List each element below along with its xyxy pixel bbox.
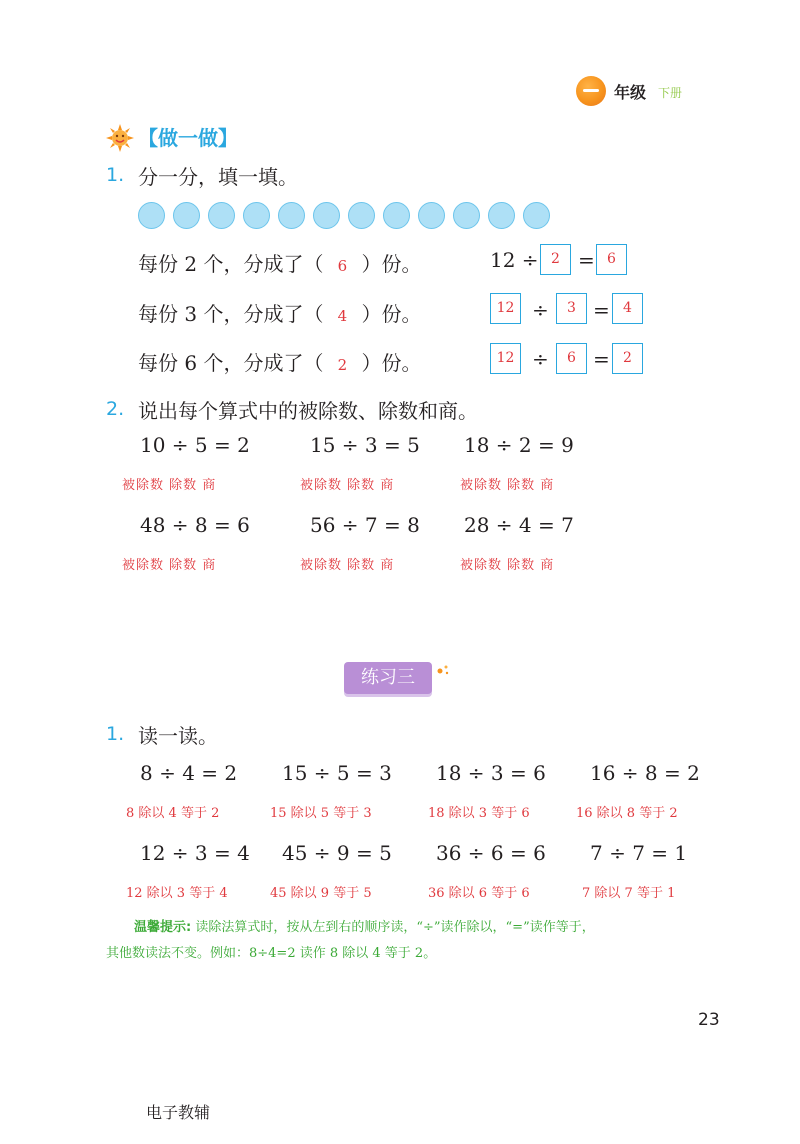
answer-box: 12 bbox=[490, 293, 521, 324]
circle bbox=[173, 202, 200, 229]
tip-line-1: 温馨提示: 读除法算式时，按从左到右的顺序读，“÷”读作除以，“=”读作等于， bbox=[134, 920, 595, 935]
grade-label: 年级 bbox=[614, 83, 647, 102]
term-labels: 被除数 除数 商 bbox=[300, 558, 395, 573]
q2-prompt: 说出每个算式中的被除数、除数和商。 bbox=[138, 399, 478, 423]
sun-icon bbox=[106, 124, 134, 152]
read-number: 1. bbox=[106, 723, 125, 745]
q2-number: 2. bbox=[106, 398, 125, 420]
circle-row bbox=[138, 202, 550, 229]
equals-sign: = bbox=[578, 248, 595, 272]
grade-badge bbox=[576, 76, 686, 106]
answer-box: 6 bbox=[596, 244, 627, 275]
reading: 18 除以 3 等于 6 bbox=[428, 806, 530, 821]
equation: 10 ÷ 5 = 2 bbox=[140, 433, 250, 457]
equation: 28 ÷ 4 = 7 bbox=[464, 513, 574, 537]
reading: 7 除以 7 等于 1 bbox=[582, 886, 676, 901]
q1-row-1: 每份 2 个，分成了（ 6 ）份。 bbox=[138, 252, 422, 276]
reading: 15 除以 5 等于 3 bbox=[270, 806, 372, 821]
circle bbox=[243, 202, 270, 229]
term-labels: 被除数 除数 商 bbox=[122, 558, 217, 573]
answer-box: 2 bbox=[540, 244, 571, 275]
reading: 36 除以 6 等于 6 bbox=[428, 886, 530, 901]
circle bbox=[348, 202, 375, 229]
page-number: 23 bbox=[698, 1010, 720, 1030]
q1-prompt: 分一分，填一填。 bbox=[138, 165, 298, 189]
equation: 15 ÷ 5 = 3 bbox=[282, 761, 392, 785]
term-labels: 被除数 除数 商 bbox=[122, 478, 217, 493]
circle bbox=[523, 202, 550, 229]
divide-sign: ÷ bbox=[532, 347, 549, 371]
exercise-banner: 练习三 bbox=[344, 662, 432, 694]
divide-sign: ÷ bbox=[532, 298, 549, 322]
tip-label: 温馨提示: bbox=[134, 920, 192, 935]
q1-row-1-answer: 6 bbox=[337, 257, 348, 275]
circle bbox=[383, 202, 410, 229]
term-labels: 被除数 除数 商 bbox=[460, 478, 555, 493]
circle bbox=[418, 202, 445, 229]
equation: 16 ÷ 8 = 2 bbox=[590, 761, 700, 785]
equation: 48 ÷ 8 = 6 bbox=[140, 513, 250, 537]
equation: 15 ÷ 3 = 5 bbox=[310, 433, 420, 457]
circle bbox=[313, 202, 340, 229]
reading: 8 除以 4 等于 2 bbox=[126, 806, 220, 821]
answer-box: 12 bbox=[490, 343, 521, 374]
term-labels: 被除数 除数 商 bbox=[300, 478, 395, 493]
sparkle-icon bbox=[436, 664, 450, 676]
equation: 56 ÷ 7 = 8 bbox=[310, 513, 420, 537]
reading: 16 除以 8 等于 2 bbox=[576, 806, 678, 821]
equation: 18 ÷ 3 = 6 bbox=[436, 761, 546, 785]
volume-label: 下册 bbox=[658, 86, 683, 100]
equation: 45 ÷ 9 = 5 bbox=[282, 841, 392, 865]
equals-sign: = bbox=[593, 347, 610, 371]
answer-box: 3 bbox=[556, 293, 587, 324]
tip-line-2: 其他数读法不变。例如：8÷4=2 读作 8 除以 4 等于 2。 bbox=[106, 946, 437, 961]
q1-row-2: 每份 3 个，分成了（ 4 ）份。 bbox=[138, 302, 422, 326]
read-prompt: 读一读。 bbox=[138, 724, 218, 748]
circle bbox=[488, 202, 515, 229]
answer-box: 6 bbox=[556, 343, 587, 374]
footer-watermark: 电子教辅 bbox=[146, 1103, 211, 1122]
circle bbox=[453, 202, 480, 229]
answer-box: 2 bbox=[612, 343, 643, 374]
equation: 7 ÷ 7 = 1 bbox=[590, 841, 688, 865]
activity-title: 【做一做】 bbox=[138, 126, 238, 150]
q1-row-2-answer: 4 bbox=[337, 307, 348, 325]
reading: 45 除以 9 等于 5 bbox=[270, 886, 372, 901]
q1-row-3-answer: 2 bbox=[337, 356, 348, 374]
q1-row-1-lead: 12 ÷ bbox=[490, 248, 539, 272]
grade-two-icon bbox=[576, 76, 606, 106]
circle bbox=[278, 202, 305, 229]
term-labels: 被除数 除数 商 bbox=[460, 558, 555, 573]
equation: 36 ÷ 6 = 6 bbox=[436, 841, 546, 865]
q1-row-3: 每份 6 个，分成了（ 2 ）份。 bbox=[138, 351, 422, 375]
circle bbox=[208, 202, 235, 229]
q1-number: 1. bbox=[106, 164, 125, 186]
equation: 18 ÷ 2 = 9 bbox=[464, 433, 574, 457]
answer-box: 4 bbox=[612, 293, 643, 324]
reading: 12 除以 3 等于 4 bbox=[126, 886, 228, 901]
equals-sign: = bbox=[593, 298, 610, 322]
circle bbox=[138, 202, 165, 229]
equation: 8 ÷ 4 = 2 bbox=[140, 761, 238, 785]
equation: 12 ÷ 3 = 4 bbox=[140, 841, 250, 865]
